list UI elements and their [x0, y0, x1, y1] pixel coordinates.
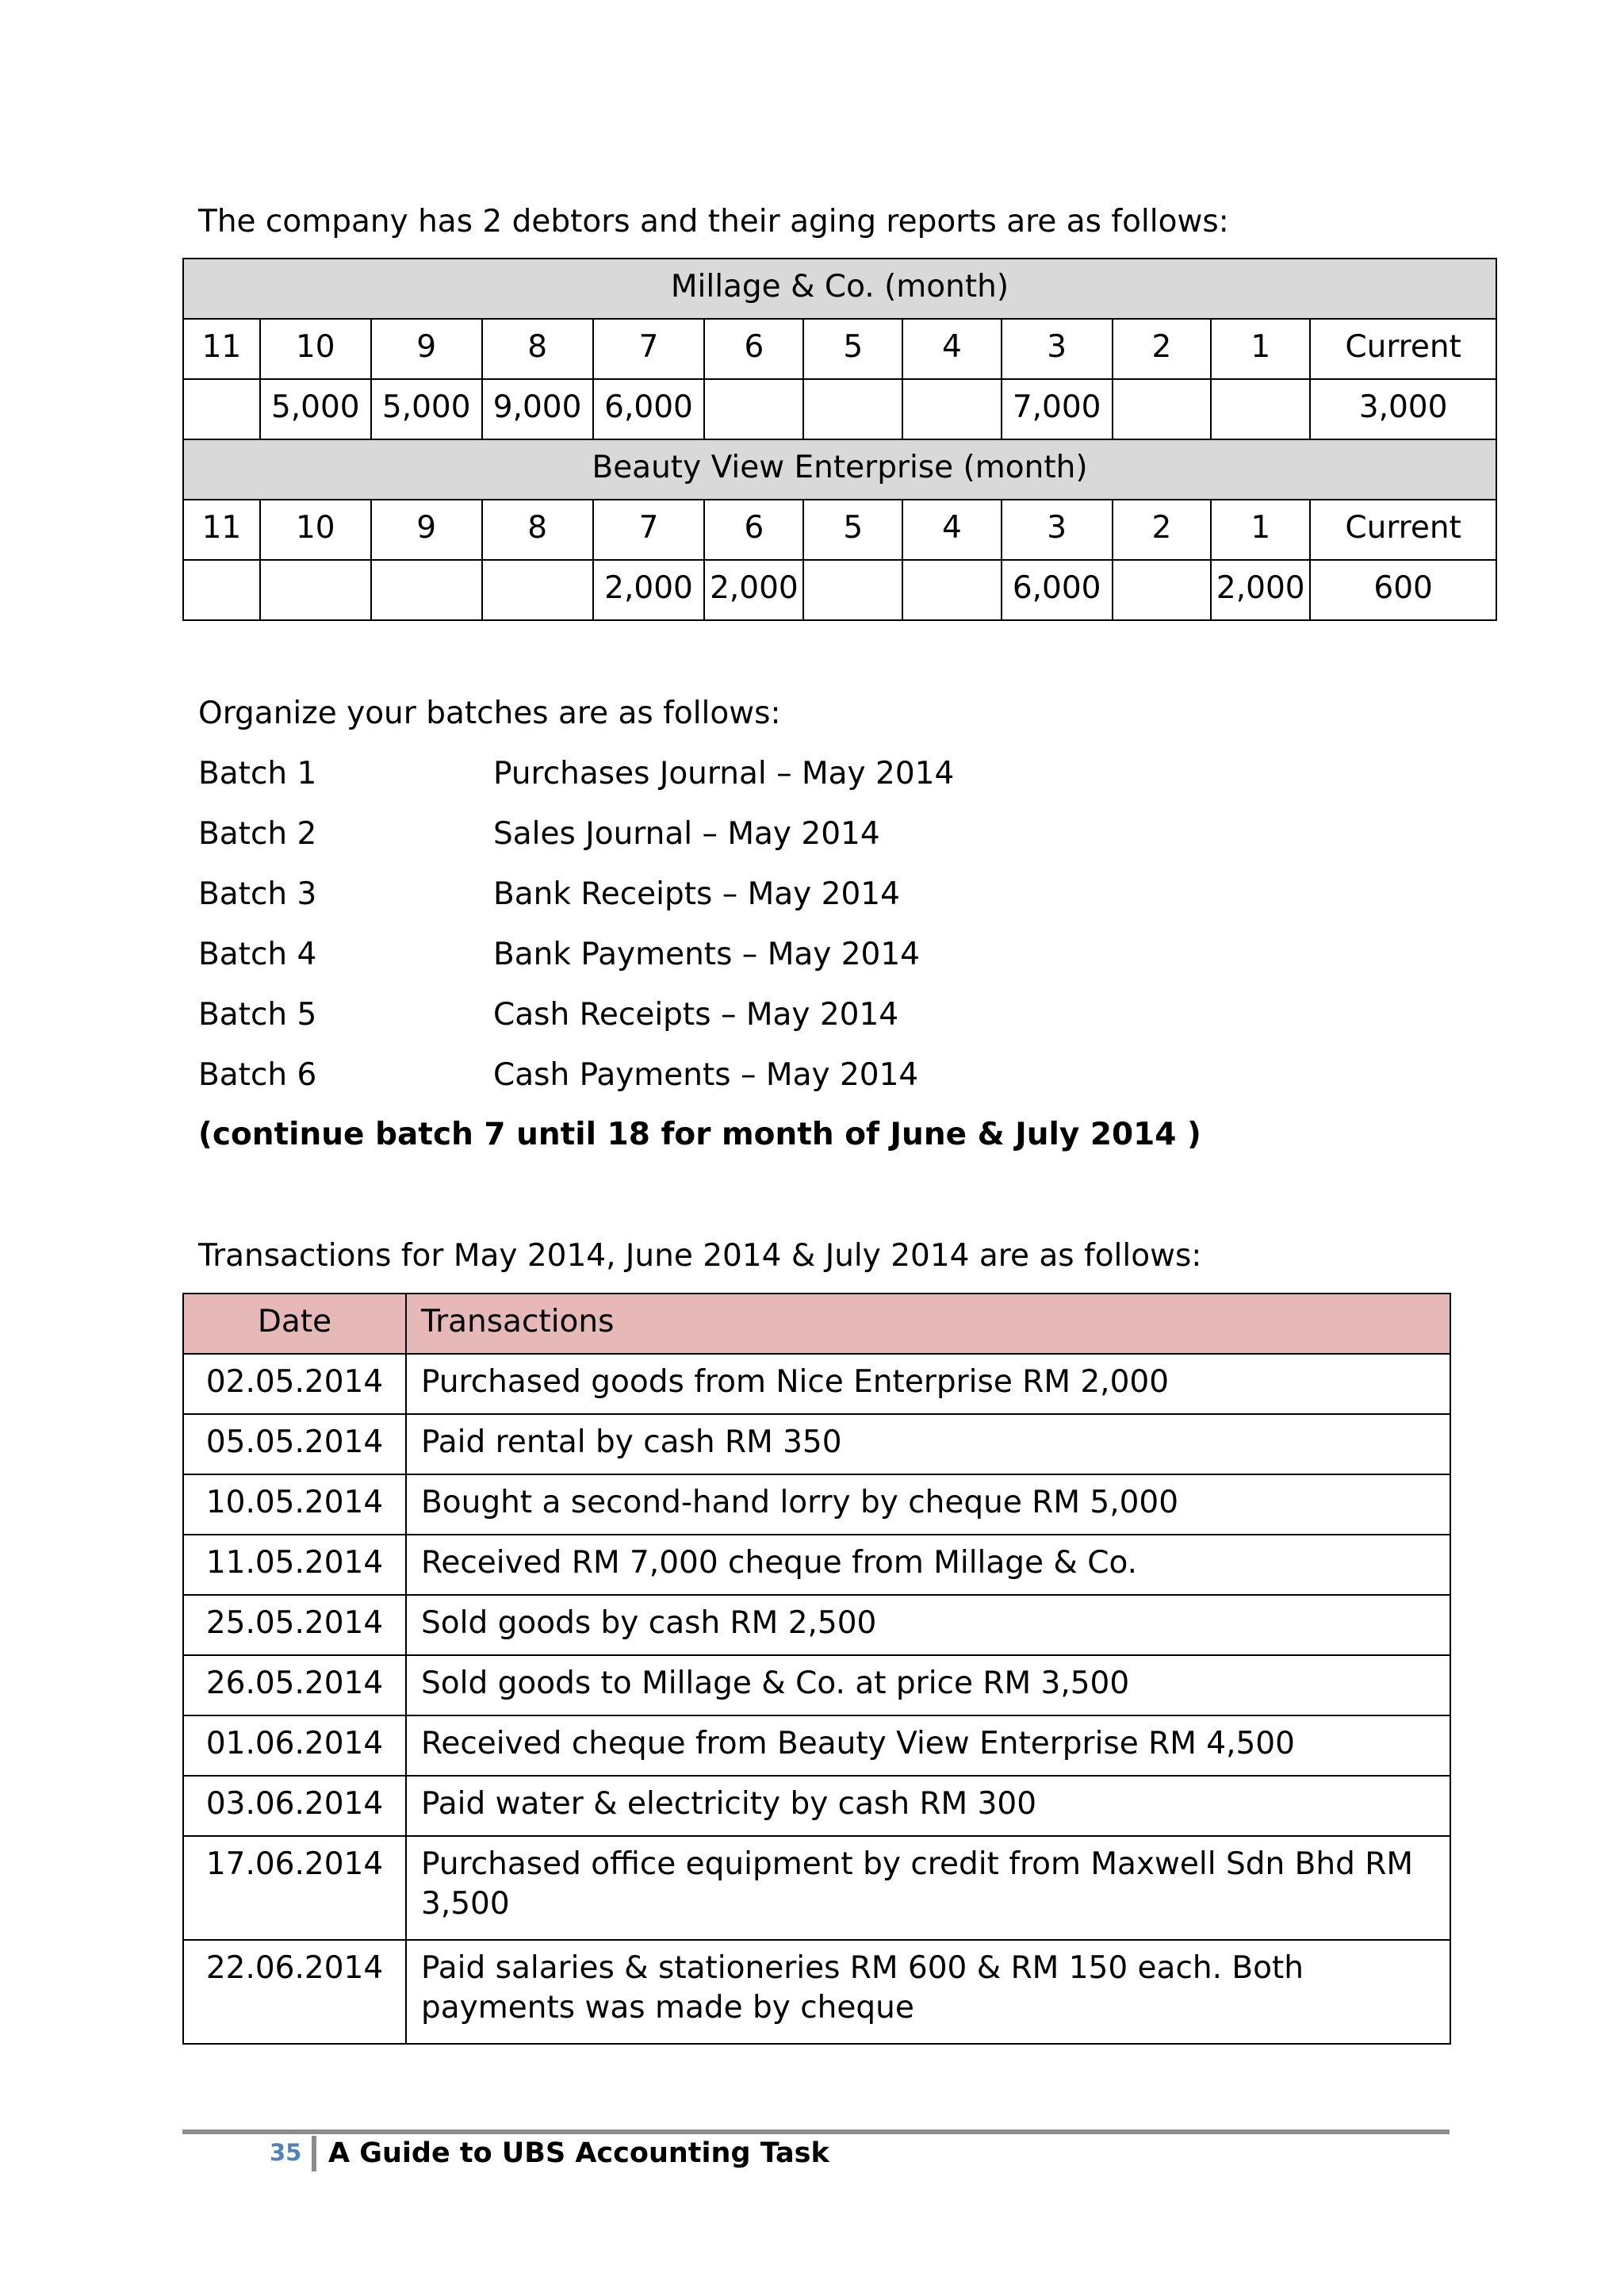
debtors-intro: The company has 2 debtors and their aging reports are as follows: — [198, 204, 1229, 240]
table-row — [183, 1836, 1450, 1940]
transaction-date: 22.06.2014 — [183, 1940, 406, 2044]
aging-header-cell: Current — [1310, 500, 1496, 560]
batches-intro: Organize your batches are as follows: — [198, 696, 781, 731]
batches-note: (continue batch 7 until 18 for month of June & July 2014 ) — [198, 1117, 1201, 1152]
aging-header-cell: 5 — [803, 500, 902, 560]
aging-header-cell: 1 — [1211, 500, 1310, 560]
transaction-date: 05.05.2014 — [183, 1414, 406, 1474]
aging-value-cell: 6,000 — [593, 379, 705, 439]
aging-header-cell: 11 — [183, 500, 260, 560]
debtor-aging-table — [182, 258, 1497, 621]
batch-row — [198, 995, 898, 1035]
aging-value-cell — [902, 560, 1002, 620]
footer-separator — [312, 2136, 316, 2171]
aging-value-cell: 9,000 — [482, 379, 593, 439]
aging-value-cell — [371, 560, 482, 620]
batch-label: Batch 2 — [198, 816, 317, 852]
aging-header-cell: 6 — [704, 500, 803, 560]
transactions-column-header: Transactions — [406, 1294, 1450, 1354]
batch-label: Batch 3 — [198, 876, 317, 912]
aging-value-cell: 2,000 — [1211, 560, 1310, 620]
batch-description: Cash Payments – May 2014 — [493, 1057, 919, 1093]
batch-row — [198, 815, 880, 854]
transaction-date: 10.05.2014 — [183, 1474, 406, 1535]
batch-label: Batch 4 — [198, 937, 317, 972]
transaction-date: 17.06.2014 — [183, 1836, 406, 1940]
footer-title: A Guide to UBS Accounting Task — [328, 2137, 829, 2169]
table-row — [183, 1715, 1450, 1776]
transaction-text: Bought a second-hand lorry by cheque RM 5,000 — [406, 1474, 1450, 1535]
transaction-text: Purchased goods from Nice Enterprise RM 2,000 — [406, 1354, 1450, 1414]
transaction-text: Paid salaries & stationeries RM 600 & RM 150 each. Both payments was made by cheque — [406, 1940, 1450, 2044]
aging-header-cell: 7 — [593, 500, 705, 560]
transaction-text: Sold goods to Millage & Co. at price RM 3,500 — [406, 1655, 1450, 1715]
transaction-date: 25.05.2014 — [183, 1595, 406, 1655]
aging-value-cell — [803, 379, 902, 439]
aging-value-cell — [482, 560, 593, 620]
transaction-text: Paid rental by cash RM 350 — [406, 1414, 1450, 1474]
table-row — [183, 1940, 1450, 2044]
aging-value-cell — [1113, 560, 1212, 620]
aging-value-cell — [183, 560, 260, 620]
table-row — [183, 1474, 1450, 1535]
batch-label: Batch 1 — [198, 756, 317, 792]
batch-label: Batch 6 — [198, 1057, 317, 1093]
transactions-header-row — [183, 1294, 1450, 1354]
batch-description: Purchases Journal – May 2014 — [493, 756, 955, 792]
aging-value-cell: 3,000 — [1310, 379, 1496, 439]
aging-header-cell: 3 — [1002, 500, 1113, 560]
table-row — [183, 1535, 1450, 1595]
aging-header-cell: 11 — [183, 319, 260, 379]
debtor-1-header-row — [183, 319, 1496, 379]
aging-header-cell: 2 — [1113, 319, 1212, 379]
aging-value-cell: 2,000 — [593, 560, 705, 620]
batch-row — [198, 754, 954, 794]
batch-label: Batch 5 — [198, 997, 317, 1033]
aging-value-cell: 5,000 — [260, 379, 371, 439]
aging-value-cell: 5,000 — [371, 379, 482, 439]
batch-row — [198, 875, 900, 914]
date-column-header: Date — [183, 1294, 406, 1354]
batch-row — [198, 935, 920, 975]
aging-value-cell — [902, 379, 1002, 439]
aging-header-cell: 4 — [902, 500, 1002, 560]
debtor-2-header-row — [183, 500, 1496, 560]
table-row — [183, 1776, 1450, 1836]
transaction-date: 01.06.2014 — [183, 1715, 406, 1776]
aging-header-cell: 10 — [260, 500, 371, 560]
transaction-text: Received cheque from Beauty View Enterprise RM 4,500 — [406, 1715, 1450, 1776]
page-number: 35 — [270, 2139, 302, 2166]
aging-header-cell: 8 — [482, 500, 593, 560]
aging-header-cell: 9 — [371, 319, 482, 379]
debtor-2-title: Beauty View Enterprise (month) — [183, 439, 1496, 500]
table-row — [183, 1414, 1450, 1474]
aging-value-cell: 7,000 — [1002, 379, 1113, 439]
aging-value-cell — [803, 560, 902, 620]
aging-value-cell — [183, 379, 260, 439]
aging-value-cell: 2,000 — [704, 560, 803, 620]
aging-header-cell: 5 — [803, 319, 902, 379]
batch-description: Cash Receipts – May 2014 — [493, 997, 899, 1033]
table-row — [183, 1655, 1450, 1715]
table-row — [183, 1595, 1450, 1655]
aging-header-cell: 8 — [482, 319, 593, 379]
transaction-date: 03.06.2014 — [183, 1776, 406, 1836]
aging-header-cell: 9 — [371, 500, 482, 560]
batch-row — [198, 1056, 918, 1095]
debtor-1-title: Millage & Co. (month) — [183, 259, 1496, 319]
batch-description: Bank Receipts – May 2014 — [493, 876, 900, 912]
transaction-text: Received RM 7,000 cheque from Millage & Co. — [406, 1535, 1450, 1595]
table-row — [183, 1354, 1450, 1414]
transaction-date: 26.05.2014 — [183, 1655, 406, 1715]
transaction-date: 11.05.2014 — [183, 1535, 406, 1595]
aging-value-cell — [1211, 379, 1310, 439]
debtor-2-value-row — [183, 560, 1496, 620]
batch-description: Sales Journal – May 2014 — [493, 816, 880, 852]
batch-description: Bank Payments – May 2014 — [493, 937, 920, 972]
transactions-table — [182, 1293, 1451, 2045]
aging-value-cell: 600 — [1310, 560, 1496, 620]
transaction-text: Sold goods by cash RM 2,500 — [406, 1595, 1450, 1655]
transactions-intro: Transactions for May 2014, June 2014 & July 2014 are as follows: — [198, 1238, 1202, 1274]
aging-header-cell: 3 — [1002, 319, 1113, 379]
transaction-text: Purchased office equipment by credit from Maxwell Sdn Bhd RM 3,500 — [406, 1836, 1450, 1940]
transaction-date: 02.05.2014 — [183, 1354, 406, 1414]
aging-header-cell: 10 — [260, 319, 371, 379]
aging-value-cell — [704, 379, 803, 439]
aging-value-cell — [1113, 379, 1212, 439]
aging-header-cell: Current — [1310, 319, 1496, 379]
transaction-text: Paid water & electricity by cash RM 300 — [406, 1776, 1450, 1836]
aging-header-cell: 2 — [1113, 500, 1212, 560]
aging-header-cell: 4 — [902, 319, 1002, 379]
aging-value-cell: 6,000 — [1002, 560, 1113, 620]
aging-header-cell: 7 — [593, 319, 705, 379]
aging-value-cell — [260, 560, 371, 620]
aging-header-cell: 6 — [704, 319, 803, 379]
debtor-1-value-row — [183, 379, 1496, 439]
footer-divider — [182, 2129, 1450, 2134]
aging-header-cell: 1 — [1211, 319, 1310, 379]
